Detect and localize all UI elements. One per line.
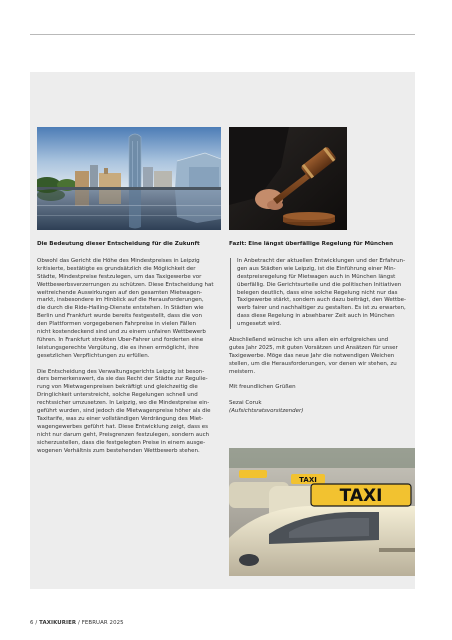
judge-gavel-photo xyxy=(229,127,347,230)
taxi-sign-text: TAXI xyxy=(339,486,383,506)
body-paragraph: Die Entscheidung des Verwaltungsgerichts Leipzig ist beson- ders bemerkenswert, da sie das Recht der Städte zur Regulie- rung von Mietwagenpreisen bekräftigt und gleichzeitig die Dringlichkeit unterstreicht, solche Regelungen schnell und rechtssicher umzusetzen. In Leipzig, wo die Mindestpreise ein- geführt wurden, sind jedoch die Mietwagenpreise höher als die Taxitarife, was zu einer vollständigen Verdrängung des Miet- wagengewerbes geführt hat. Diese Entwicklung zeigt, dass es nicht nur darum geht, Preisgrenzen festzulegen, sondern auch sicherzustellen, dass die festgelegten Preise in einem ausge- wogenen Verhältnis zum bestehenden Wettbewerb stehen. xyxy=(37,368,211,454)
magazine-brand: TAXIKURIER xyxy=(39,620,77,626)
section-heading: Die Bedeutung dieser Entscheidung für die Zukunft xyxy=(37,241,200,247)
conclusion-quote: In Anbetracht der aktuellen Entwicklungen und der Erfahrun- gen aus Städten wie Leipzig, ist die Einführung einer Min- destpreisregelung für Mietwagen auch in München längst überfällig. Die Gerichtsurteile und die politischen Initiativen belegen deutlich, dass eine solche Regelung nicht nur das Taxigewerbe stärkt, sondern auch dazu beiträgt, den Wettbe- werb fairer und nachhaltiger zu gestalten. Es ist zu erwarten, dass diese Regelung in absehbarer Zeit auch in München umgesetzt wird. xyxy=(230,258,412,329)
top-divider xyxy=(30,34,415,35)
city-skyline-photo xyxy=(37,127,221,230)
signature-role: (Aufsichtsratsvorsitzender) xyxy=(229,408,304,415)
page-footer xyxy=(30,620,124,626)
greeting: Mit freundlichen Grüßen xyxy=(229,384,296,391)
closing-paragraph: Abschließend wünsche ich uns allen ein erfolgreiches und gutes Jahr 2025, mit guten Vorsätzen und Ansätzen für unser Taxigewerbe. Möge das neue Jahr die notwendigen Weichen stellen, um die Herausforderungen, vor denen wir stehen, zu meistern. xyxy=(229,336,398,375)
taxi-sign-small-text: TAXI xyxy=(299,476,317,484)
left-column xyxy=(37,241,221,463)
taxi-rank-photo xyxy=(229,448,415,576)
body-paragraph: Obwohl das Gericht die Höhe des Mindestpreises in Leipzig kritisierte, bestätigte es grundsätzlich die Möglichkeit der Städte, Mindestpreise festzulegen, um das Taxigewerbe vor Wettbewerbsverzerrungen zu schützen. Diese Entscheidung hat weitreichende Auswirkungen auf den gesamten Mietwagen- markt, insbesondere im Hinblick auf die Herausforderungen, die durch die Ride-Hailing-Dienste entstehen. In Städten wie Berlin und Frankfurt wurde bereits festgestellt, dass die von den Plattformen vorgegebenen Fahrpreise in vielen Fällen nicht kostendeckend sind und zu einem unfairen Wettbewerb führen. In Frankfurt streikten Uber-Fahrer und forderten eine leistungsgerechte Vergütung, die es ihnen ermöglicht, ihre gesetzlichen Verpflichtungen zu erfüllen. xyxy=(37,257,214,359)
signature-name: Sezai Coruk xyxy=(229,400,262,407)
issue-date: / FEBRUAR 2025 xyxy=(77,620,124,626)
section-heading: Fazit: Eine längst überfällige Regelung für München xyxy=(229,241,394,247)
page-number: 6 / xyxy=(30,620,38,626)
right-column xyxy=(229,241,412,416)
